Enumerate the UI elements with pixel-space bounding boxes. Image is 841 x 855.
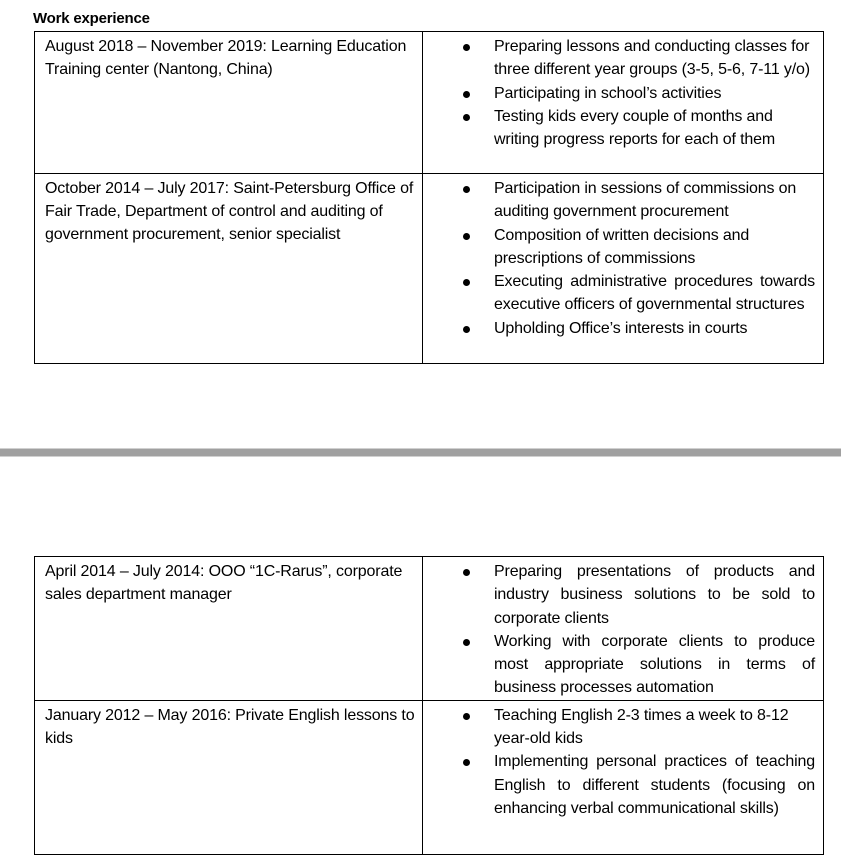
job-period-employer-cell: August 2018 – November 2019: Learning Education Training center (Nantong, China) xyxy=(35,32,423,174)
duty-item: Preparing presentations of products and industry business solutions to be sold to corporate clients xyxy=(423,560,815,630)
bullet-icon xyxy=(463,326,470,333)
bullet-icon xyxy=(463,759,470,766)
duties-list xyxy=(423,177,815,340)
table-row xyxy=(35,557,824,701)
duties-list xyxy=(423,560,815,700)
bullet-icon xyxy=(463,233,470,240)
duty-item: Upholding Office’s interests in courts xyxy=(423,317,815,340)
work-experience-table-page-1 xyxy=(34,31,824,364)
bullet-icon xyxy=(463,114,470,121)
bullet-icon xyxy=(463,279,470,286)
bullet-icon xyxy=(463,713,470,720)
duty-item: Composition of written decisions and prescriptions of commissions xyxy=(423,224,815,271)
duty-item: Testing kids every couple of months and writing progress reports for each of them xyxy=(423,105,815,152)
duty-item: Participating in school’s activities xyxy=(423,82,815,105)
duty-item: Preparing lessons and conducting classes for three different year groups (3-5, 5-6, 7-11 y/o) xyxy=(423,35,815,82)
job-duties-cell xyxy=(423,700,824,854)
duty-item: Implementing personal practices of teaching English to different students (focusing on enhancing verbal communicational skills) xyxy=(423,750,815,820)
job-duties-cell xyxy=(423,174,824,364)
job-duties-cell xyxy=(423,557,824,701)
page-break-separator xyxy=(0,448,841,457)
table-row xyxy=(35,174,824,364)
duty-item: Participation in sessions of commissions on auditing government procurement xyxy=(423,177,815,224)
bullet-icon xyxy=(463,186,470,193)
duty-item: Executing administrative procedures towards executive officers of governmental structures xyxy=(423,270,815,317)
table-row xyxy=(35,700,824,854)
job-period-employer-cell: April 2014 – July 2014: OOO “1C-Rarus”, corporate sales department manager xyxy=(35,557,423,701)
duty-item: Working with corporate clients to produce most appropriate solutions in terms of business processes automation xyxy=(423,630,815,700)
bullet-icon xyxy=(463,569,470,576)
duty-item: Teaching English 2-3 times a week to 8-12 year-old kids xyxy=(423,704,815,751)
bullet-icon xyxy=(463,44,470,51)
duties-list xyxy=(423,704,815,820)
job-duties-cell xyxy=(423,32,824,174)
job-period-employer-cell: January 2012 – May 2016: Private English lessons to kids xyxy=(35,700,423,854)
table-row xyxy=(35,32,824,174)
duties-list xyxy=(423,35,815,151)
bullet-icon xyxy=(463,639,470,646)
section-title: Work experience xyxy=(33,10,150,27)
work-experience-table-page-2 xyxy=(34,556,824,855)
bullet-icon xyxy=(463,91,470,98)
job-period-employer-cell: October 2014 – July 2017: Saint-Petersburg Office of Fair Trade, Department of control and auditing of government procurement, senior specialist xyxy=(35,174,423,364)
